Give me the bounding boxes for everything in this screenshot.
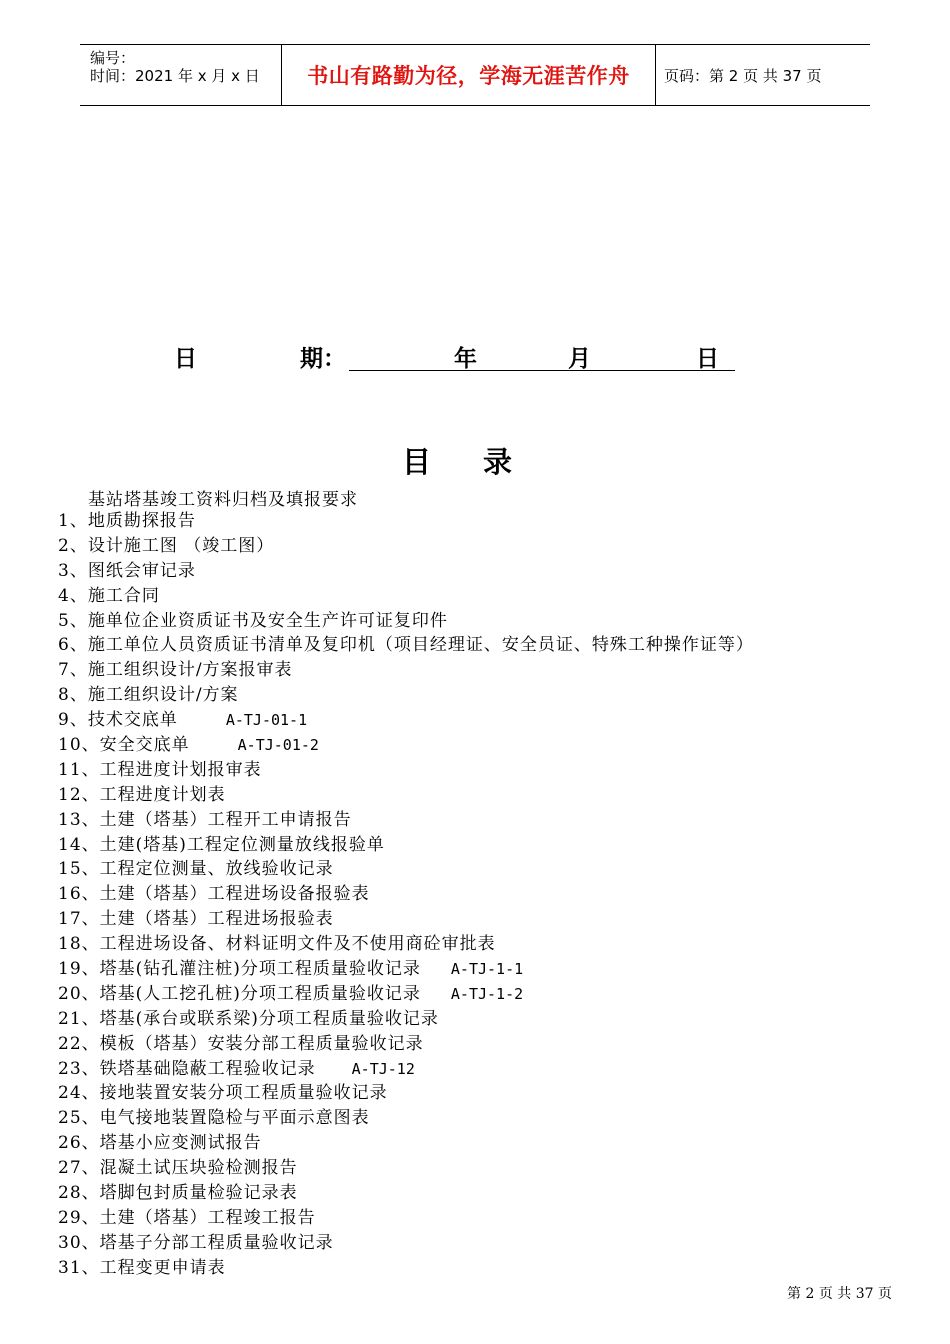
toc-subtitle: 基站塔基竣工资料归档及填报要求 <box>88 490 358 510</box>
toc-item-text: 27、混凝土试压块验检测报告 <box>58 1158 298 1179</box>
toc-item <box>58 1206 754 1231</box>
toc-item <box>58 733 754 758</box>
header-info-cell <box>80 45 282 105</box>
number-label: 编号： <box>90 49 136 67</box>
toc-item-text: 7、施工组织设计/方案报审表 <box>58 660 293 681</box>
page-info-text: 页码：第 2 页 共 37 页 <box>664 66 822 85</box>
toc-item <box>58 932 754 957</box>
toc-item-text: 25、电气接地装置隐检与平面示意图表 <box>58 1108 370 1129</box>
date-month: 月 <box>568 346 591 372</box>
toc-item <box>58 708 754 733</box>
toc-item <box>58 907 754 932</box>
toc-item <box>58 982 754 1007</box>
toc-item <box>58 957 754 982</box>
toc-item <box>58 758 754 783</box>
toc-item-text: 3、图纸会审记录 <box>58 560 196 581</box>
toc-item-text: 26、塔基小应变测试报告 <box>58 1133 262 1154</box>
toc-item-text: 17、土建（塔基）工程进场报验表 <box>58 909 334 930</box>
toc-item <box>58 534 754 559</box>
toc-item-text: 30、塔基子分部工程质量验收记录 <box>58 1232 334 1253</box>
toc-item <box>58 509 754 534</box>
toc-item <box>58 1106 754 1131</box>
toc-item-text: 23、铁塔基础隐蔽工程验收记录 <box>58 1058 316 1079</box>
toc-item-text: 5、施单位企业资质证书及安全生产许可证复印件 <box>58 610 448 631</box>
date-underline <box>349 370 735 371</box>
toc-title: 目录 <box>402 445 565 479</box>
document-header <box>80 44 870 106</box>
toc-item <box>58 1057 754 1082</box>
toc-item-code: A-TJ-01-2 <box>237 736 319 755</box>
toc-item-text: 6、施工单位人员资质证书清单及复印机（项目经理证、安全员证、特殊工种操作证等） <box>58 635 754 656</box>
toc-item <box>58 658 754 683</box>
toc-item-text: 9、技术交底单 <box>58 710 178 731</box>
toc-item-text: 21、塔基(承台或联系梁)分项工程质量验收记录 <box>58 1008 439 1029</box>
toc-item <box>58 559 754 584</box>
toc-item <box>58 1156 754 1181</box>
toc-list <box>58 509 754 1281</box>
toc-item <box>58 584 754 609</box>
date-day: 日 <box>696 346 719 372</box>
toc-item <box>58 882 754 907</box>
toc-item-code: A-TJ-1-1 <box>450 960 524 979</box>
toc-item <box>58 808 754 833</box>
toc-item-text: 24、接地装置安装分项工程质量验收记录 <box>58 1083 388 1104</box>
toc-item-text: 29、土建（塔基）工程竣工报告 <box>58 1207 316 1228</box>
toc-item <box>58 1256 754 1281</box>
toc-item <box>58 1007 754 1032</box>
toc-item-text: 14、土建(塔基)工程定位测量放线报验单 <box>58 834 385 855</box>
toc-item <box>58 1181 754 1206</box>
toc-item-code: A-TJ-12 <box>351 1059 415 1078</box>
toc-item-text: 11、工程进度计划报审表 <box>58 759 262 780</box>
toc-item <box>58 833 754 858</box>
toc-item-text: 4、施工合同 <box>58 585 160 606</box>
toc-item-text: 28、塔脚包封质量检验记录表 <box>58 1183 298 1204</box>
toc-item <box>58 633 754 658</box>
toc-item-text: 20、塔基(人工挖孔桩)分项工程质量验收记录 <box>58 983 421 1004</box>
toc-item <box>58 683 754 708</box>
date-year: 年 <box>454 346 477 372</box>
toc-item-text: 2、设计施工图 （竣工图） <box>58 535 275 556</box>
toc-item-text: 10、安全交底单 <box>58 735 190 756</box>
toc-item <box>58 857 754 882</box>
toc-item <box>58 1231 754 1256</box>
time-label: 时间：2021 年 x 月 x 日 <box>90 67 260 85</box>
date-line <box>170 340 740 374</box>
toc-item-text: 8、施工组织设计/方案 <box>58 685 239 706</box>
toc-item <box>58 609 754 634</box>
date-label-qi: 期： <box>300 346 346 372</box>
toc-item-text: 1、地质勘探报告 <box>58 511 196 531</box>
toc-item-code: A-TJ-01-1 <box>225 711 308 730</box>
toc-item-text: 31、工程变更申请表 <box>58 1257 226 1278</box>
toc-item-text: 13、土建（塔基）工程开工申请报告 <box>58 809 352 830</box>
toc-item <box>58 783 754 808</box>
page-info-cell <box>656 45 870 105</box>
motto-cell <box>282 45 656 105</box>
toc-item <box>58 1032 754 1057</box>
toc-item-text: 12、工程进度计划表 <box>58 784 226 805</box>
toc-item-text: 16、土建（塔基）工程进场设备报验表 <box>58 884 370 905</box>
date-label-ri: 日 <box>174 346 197 372</box>
toc-item-text: 19、塔基(钻孔灌注桩)分项工程质量验收记录 <box>58 959 421 980</box>
toc-item-text: 22、模板（塔基）安装分部工程质量验收记录 <box>58 1033 424 1054</box>
toc-item-code: A-TJ-1-2 <box>450 984 524 1003</box>
page-footer: 第 2 页 共 37 页 <box>787 1286 892 1302</box>
toc-item <box>58 1131 754 1156</box>
toc-item-text: 18、工程进场设备、材料证明文件及不使用商砼审批表 <box>58 934 496 955</box>
motto-text: 书山有路勤为径，学海无涯苦作舟 <box>307 64 630 88</box>
toc-item <box>58 1081 754 1106</box>
toc-item-text: 15、工程定位测量、放线验收记录 <box>58 859 334 880</box>
